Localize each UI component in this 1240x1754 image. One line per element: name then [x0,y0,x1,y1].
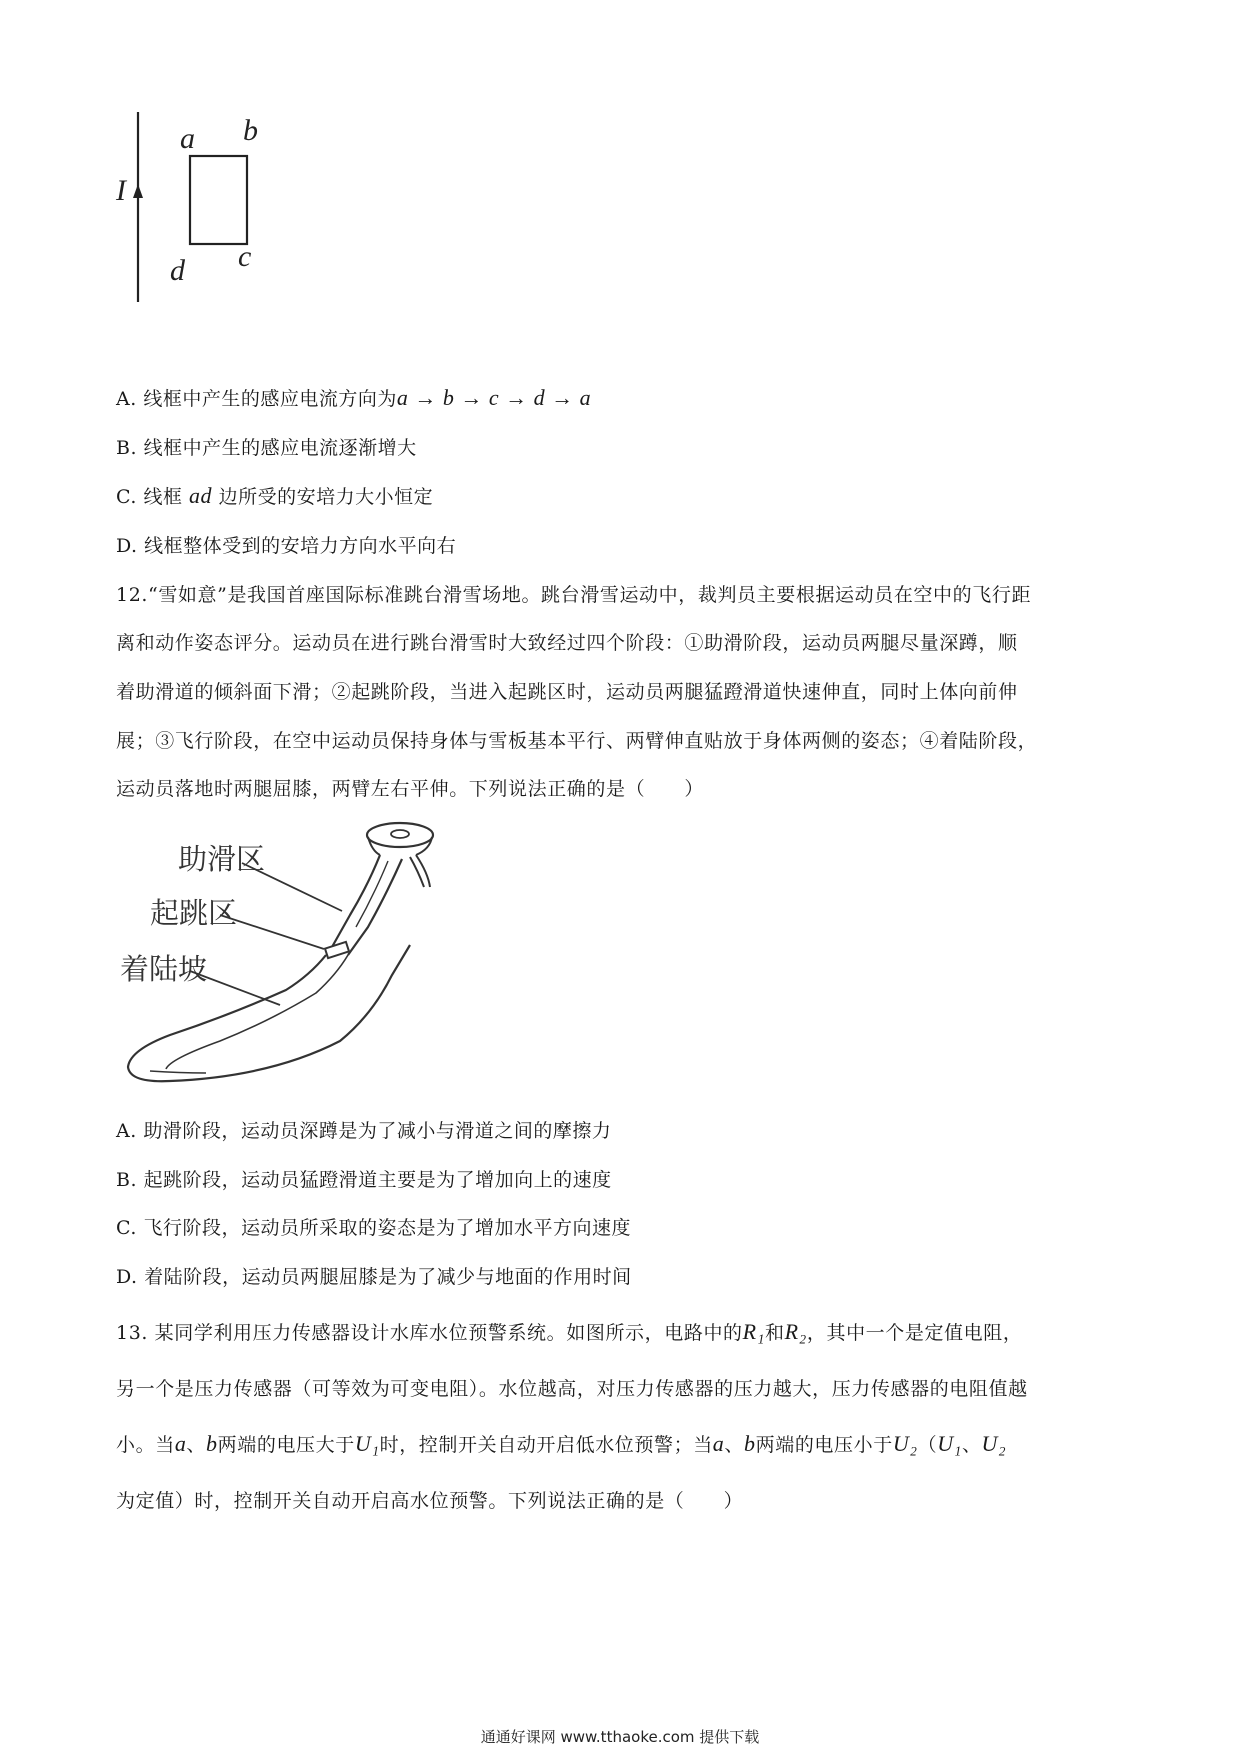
q12-option-d: D. 着陆阶段，运动员两腿屈膝是为了减少与地面的作用时间 [116,1266,632,1288]
q12-option-c: C. 飞行阶段，运动员所采取的姿态是为了增加水平方向速度 [116,1217,631,1239]
wire-loop [190,156,247,244]
current-arrow-icon [133,184,143,198]
q11-option-a: A. 线框中产生的感应电流方向为a → b → c → d → a [116,385,592,410]
page-footer: 通通好课网 www.tthaoke.com 提供下载 [480,1728,760,1746]
tower-top [367,823,433,847]
q11-option-d: D. 线框整体受到的安培力方向水平向右 [116,535,457,557]
current-label: I [116,174,126,207]
wire-loop-figure [100,100,300,310]
q11-option-c-math: ad [189,483,213,508]
q12-line-1: 12.“雪如意”是我国首座国际标准跳台滑雪场地。跳台滑雪运动中，裁判员主要根据运动员在空中的飞行距 [116,584,1032,606]
q12-option-b: B. 起跳阶段，运动员猛蹬滑道主要是为了增加向上的速度 [116,1169,612,1191]
q13-line-2: 另一个是压力传感器（可等效为可变电阻）。水位越高，对压力传感器的压力越大，压力传感器的电阻值越 [116,1378,1028,1400]
ski-jump-figure [110,815,470,1095]
corner-b: b [243,114,258,147]
q12-line-2: 离和动作姿态评分。运动员在进行跳台滑雪时大致经过四个阶段：①助滑阶段，运动员两腿尽量深蹲，顺 [116,632,1018,654]
zone-takeoff-label: 起跳区 [150,896,238,930]
zone-inrun-label: 助滑区 [178,842,266,876]
corner-d: d [170,254,185,287]
corner-a: a [180,122,195,155]
corner-c: c [238,240,252,273]
q11-option-b: B. 线框中产生的感应电流逐渐增大 [116,437,417,459]
q13-line-1: 13. 某同学利用压力传感器设计水库水位预警系统。如图所示，电路中的R₁和R₂，其中一个是定值电阻， [116,1319,1023,1344]
q11-option-c: C. 线框 ad 边所受的安培力大小恒定 [116,483,434,508]
q12-line-3: 着助滑道的倾斜面下滑；②起跳阶段，当进入起跳区时，运动员两腿猛蹬滑道快速伸直，同时上体向前伸 [116,681,1018,703]
q12-option-a: A. 助滑阶段，运动员深蹲是为了减小与滑道之间的摩擦力 [116,1120,612,1142]
q12-line-5: 运动员落地时两腿屈膝，两臂左右平伸。下列说法正确的是（ ） [116,778,705,800]
zone-landing-label: 着陆坡 [120,952,208,986]
q12-line-4: 展；③飞行阶段，在空中运动员保持身体与雪板基本平行、两臂伸直贴放于身体两侧的姿态；④着陆阶段， [116,730,1038,752]
q11-option-a-math: a → b → c → d → a [396,385,592,410]
q13-line-4: 为定值）时，控制开关自动开启高水位预警。下列说法正确的是（ ） [116,1490,744,1512]
q13-line-3: 小。当a、b两端的电压大于U₁时，控制开关自动开启低水位预警；当a、b两端的电压小于U₂（U₁、U₂ [116,1431,1007,1456]
